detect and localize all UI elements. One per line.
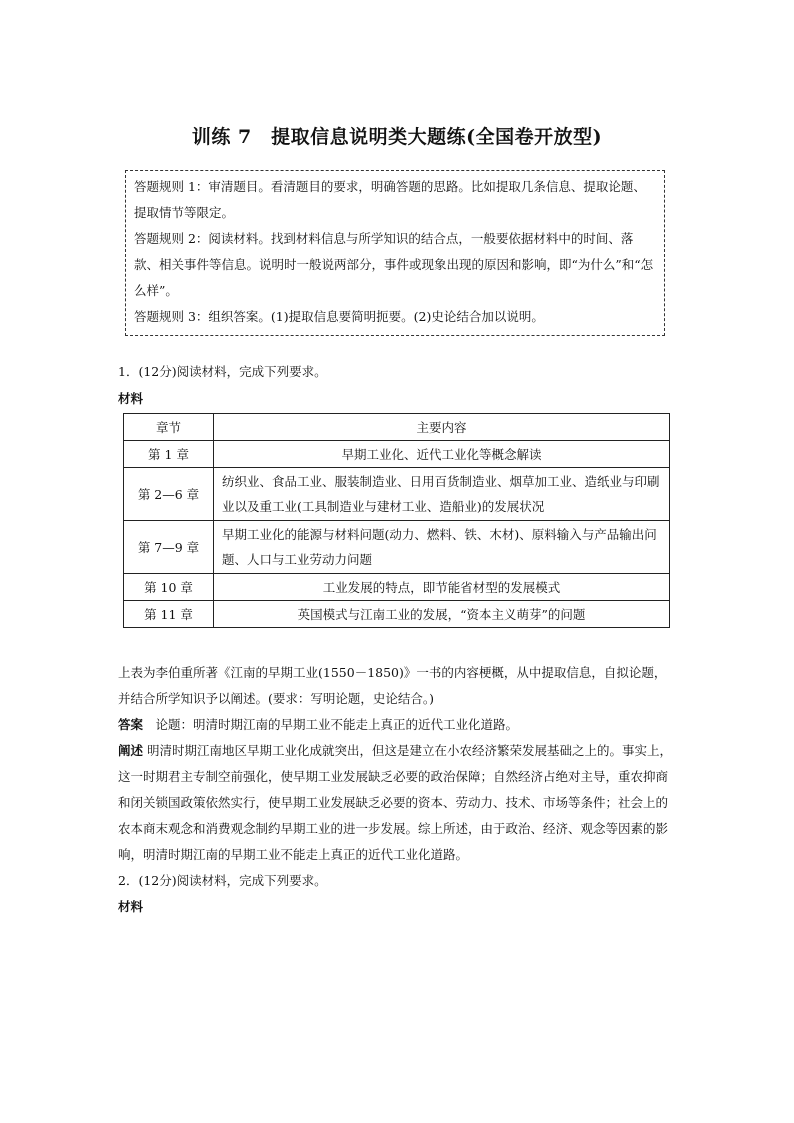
table-row xyxy=(124,441,670,468)
explain-text: 明清时期江南地区早期工业化成就突出，但这是建立在小农经济繁荣发展基础之上的。事实上，这一时期君主专制空前强化，使早期工业发展缺乏必要的政治保障；自然经济占绝对主导，重农抑商和闭关锁国政策依然实行，使早期工业发展缺乏必要的资本、劳动力、技术、市场等条件；社会上的农本商末观念和消费观念制约早期工业的进一步发展。综上所述，由于政治、经济、观念等因素的影响，明清时期江南的早期工业不能走上真正的近代工业化道路。 xyxy=(118,743,672,862)
explain-label: 阐述 xyxy=(118,743,144,758)
book-contents-table xyxy=(123,413,670,628)
chapter-cell: 第 1 章 xyxy=(124,441,214,468)
answer-explanation xyxy=(118,738,678,868)
header-chapter: 章节 xyxy=(124,414,214,441)
chapter-cell: 第 2—6 章 xyxy=(124,468,214,521)
chapter-cell: 第 10 章 xyxy=(124,574,214,601)
content-cell: 早期工业化、近代工业化等概念解读 xyxy=(214,441,670,468)
answer-label: 答案 xyxy=(118,717,144,732)
question-2-material-label: 材料 xyxy=(118,899,144,914)
table-row xyxy=(124,574,670,601)
table-row xyxy=(124,521,670,574)
rule-1: 答题规则 1：审清题目。看清题目的要求，明确答题的思路。比如提取几条信息、提取论题、提取情节等限定。 xyxy=(134,179,646,220)
question-1-material-label: 材料 xyxy=(118,391,144,406)
content-cell: 纺织业、食品工业、服装制造业、日用百货制造业、烟草加工业、造纸业与印刷业以及重工业(工具制造业与建材工业、造船业)的发展状况 xyxy=(214,468,670,521)
table-row xyxy=(124,468,670,521)
content-cell: 早期工业化的能源与材料问题(动力、燃料、铁、木材)、原料输入与产品输出问题、人口与工业劳动力问题 xyxy=(214,521,670,574)
rule-2: 答题规则 2：阅读材料。找到材料信息与所学知识的结合点，一般要依据材料中的时间、落款、相关事件等信息。说明时一般说两部分，事件或现象出现的原因和影响，即“为什么”和“怎么样”。 xyxy=(134,231,654,298)
content-cell: 英国模式与江南工业的发展，“资本主义萌芽”的问题 xyxy=(214,601,670,628)
answer-topic: 论题：明清时期江南的早期工业不能走上真正的近代工业化道路。 xyxy=(143,717,519,732)
chapter-cell: 第 7—9 章 xyxy=(124,521,214,574)
answer-rules-box xyxy=(125,170,665,336)
question-1-prompt: 1．(12分)阅读材料，完成下列要求。 xyxy=(118,364,327,379)
page-title: 训练 7 提取信息说明类大题练(全国卷开放型) xyxy=(191,126,603,148)
chapter-cell: 第 11 章 xyxy=(124,601,214,628)
rule-3: 答题规则 3：组织答案。(1)提取信息要简明扼要。(2)史论结合加以说明。 xyxy=(134,309,544,324)
answer-topic-line xyxy=(118,712,678,738)
question-1-answer-block xyxy=(118,660,678,920)
header-content: 主要内容 xyxy=(214,414,670,441)
question-2-prompt: 2．(12分)阅读材料，完成下列要求。 xyxy=(118,873,327,888)
table-header-row xyxy=(124,414,670,441)
question-1-requirement: 上表为李伯重所著《江南的早期工业(1550－1850)》一书的内容梗概，从中提取信息，自拟论题，并结合所学知识予以阐述。(要求：写明论题，史论结合。) xyxy=(118,665,667,706)
content-cell: 工业发展的特点，即节能省材型的发展模式 xyxy=(214,574,670,601)
table-row xyxy=(124,601,670,628)
